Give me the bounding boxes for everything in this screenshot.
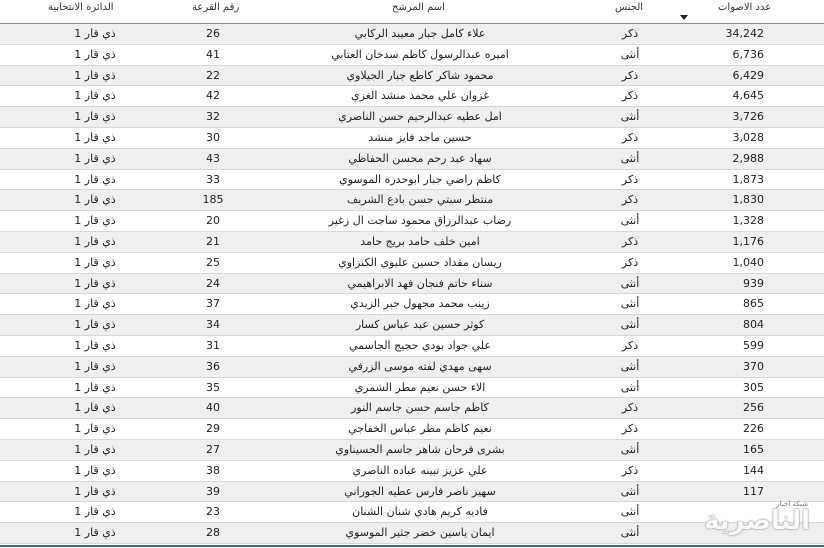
cell-gender: ذكر [621,422,639,436]
cell-candidate-name: ايمان ياسين خضر جثير الموسوي [345,526,495,540]
cell-candidate-name: ريسان مقداد حسين عليوي الكنزاوي [338,255,502,269]
table-row [0,440,824,461]
cell-electoral-district: ذي قار 1 [74,422,116,436]
cell-votes: 226 [743,422,764,436]
cell-ballot-number: 39 [206,484,220,498]
cell-electoral-district: ذي قار 1 [74,68,116,82]
cell-votes: 1,040 [732,255,764,269]
cell-candidate-name: غزوان علي محمد منشد الغزي [351,89,489,103]
table-row [0,149,824,170]
cell-electoral-district: ذي قار 1 [74,505,116,519]
cell-ballot-number: 37 [206,297,220,311]
table-row [0,45,824,66]
cell-gender: أنثى [620,297,640,311]
cell-gender: ذكر [621,401,639,415]
cell-electoral-district: ذي قار 1 [74,130,116,144]
header-candidate-name[interactable]: اسم المرشح [392,2,445,13]
cell-candidate-name: امل عطيه عبدالرحيم حسن الناصري [338,110,502,124]
cell-votes: 3,028 [732,130,764,144]
cell-candidate-name: علاء كامل جبار معيبد الركابي [354,27,486,40]
cell-candidate-name: منتظر سبتي حسن بادع الشريف [346,193,494,207]
header-gender[interactable]: الجنس [615,2,644,13]
table-row [0,461,824,482]
cell-ballot-number: 28 [206,526,220,540]
cell-votes: 165 [743,442,764,456]
table-body [0,24,824,544]
cell-electoral-district: ذي قار 1 [74,172,116,186]
cell-candidate-name: كاظم جاسم حسن جاسم النور [351,401,489,415]
cell-electoral-district: ذي قار 1 [74,338,116,352]
cell-electoral-district: ذي قار 1 [74,318,116,332]
cell-candidate-name: محمود شاكر كاطع جبار الجيلاوي [346,68,494,82]
table-row [0,66,824,87]
cell-gender: أنثى [620,526,640,540]
cell-votes: 256 [743,401,764,415]
cell-votes: 6,429 [732,68,764,82]
cell-candidate-name: سهى مهدي لفته موسى الزرفي [348,359,492,373]
cell-votes: 1,830 [732,193,764,207]
cell-electoral-district: ذي قار 1 [74,151,116,165]
table-row [0,86,824,107]
cell-electoral-district: ذي قار 1 [74,193,116,207]
cell-candidate-name: كاظم راضي جبار ابوحدره الموسوي [339,172,501,186]
cell-ballot-number: 41 [206,47,220,61]
cell-gender: ذكر [621,338,639,352]
cell-candidate-name: اميره عبدالرسول كاظم سدخان العتابي [331,47,509,61]
cell-ballot-number: 20 [206,214,220,228]
cell-electoral-district: ذي قار 1 [74,255,116,269]
cell-ballot-number: 25 [206,255,220,269]
table-row [0,211,824,232]
cell-votes: 1,328 [732,214,764,228]
cell-votes: 1,873 [732,172,764,186]
cell-ballot-number: 21 [206,234,220,248]
watermark-subtitle: شبكة اخبار [776,500,808,508]
cell-electoral-district: ذي قار 1 [74,27,116,40]
cell-candidate-name: بشرى فرحان شاهر جاسم الحسيناوي [335,442,505,456]
cell-gender: أنثى [620,505,640,519]
cell-electoral-district: ذي قار 1 [74,359,116,373]
cell-electoral-district: ذي قار 1 [74,214,116,228]
cell-ballot-number: 30 [206,130,220,144]
cell-ballot-number: 23 [206,505,220,519]
table-row [0,294,824,315]
cell-electoral-district: ذي قار 1 [74,401,116,415]
table-row [0,170,824,191]
watermark-logo [688,500,816,540]
table-row [0,24,824,45]
cell-candidate-name: علي عزيز تبينه عباده الناصري [352,463,488,477]
cell-gender: ذكر [621,172,639,186]
cell-votes: 144 [743,463,764,477]
watermark-title: الناصرية [704,506,810,536]
cell-ballot-number: 185 [202,193,224,207]
cell-ballot-number: 27 [206,442,220,456]
cell-ballot-number: 40 [206,401,220,415]
table-row [0,232,824,253]
cell-ballot-number: 36 [206,359,220,373]
cell-votes: 599 [743,338,764,352]
cell-candidate-name: علي جواد بودي حجيج الجاسمي [349,338,491,352]
cell-candidate-name: الاء حسن نعيم مطر الشمري [354,380,486,394]
sort-descending-icon[interactable] [680,15,688,20]
cell-ballot-number: 33 [206,172,220,186]
cell-electoral-district: ذي قار 1 [74,234,116,248]
cell-electoral-district: ذي قار 1 [74,276,116,290]
cell-gender: ذكر [621,130,639,144]
cell-ballot-number: 26 [206,27,220,40]
table-row [0,190,824,211]
cell-electoral-district: ذي قار 1 [74,526,116,540]
table-row [0,315,824,336]
cell-ballot-number: 31 [206,338,220,352]
cell-electoral-district: ذي قار 1 [74,89,116,103]
cell-gender: أنثى [620,318,640,332]
cell-electoral-district: ذي قار 1 [74,380,116,394]
cell-electoral-district: ذي قار 1 [74,110,116,124]
table-row [0,419,824,440]
cell-electoral-district: ذي قار 1 [74,463,116,477]
table-row [0,128,824,149]
cell-votes: 6,736 [732,47,764,61]
cell-gender: أنثى [620,47,640,61]
cell-ballot-number: 35 [206,380,220,394]
table-row [0,357,824,378]
cell-candidate-name: سهير ناصر فارس عطيه الجوراني [344,484,496,498]
cell-gender: ذكر [621,27,639,40]
cell-gender: ذكر [621,255,639,269]
cell-votes: 865 [743,297,764,311]
table-row [0,107,824,128]
cell-ballot-number: 34 [206,318,220,332]
header-votes[interactable]: عدد الاصوات [718,2,772,13]
cell-gender: أنثى [620,442,640,456]
table-row [0,253,824,274]
cell-gender: ذكر [621,234,639,248]
cell-candidate-name: زينب محمد مجهول جبر الزيدي [350,297,490,311]
cell-gender: ذكر [621,463,639,477]
cell-gender: أنثى [620,151,640,165]
cell-ballot-number: 32 [206,110,220,124]
cell-votes: 4,645 [732,89,764,103]
cell-votes: 117 [743,484,764,498]
cell-gender: أنثى [620,214,640,228]
cell-gender: أنثى [620,380,640,394]
cell-votes: 804 [743,318,764,332]
cell-ballot-number: 29 [206,422,220,436]
table-row [0,378,824,399]
cell-gender: ذكر [621,68,639,82]
table-row [0,336,824,357]
cell-electoral-district: ذي قار 1 [74,484,116,498]
cell-candidate-name: سهاد عبد رحم محسن الحفاظي [348,151,492,165]
cell-ballot-number: 24 [206,276,220,290]
cell-gender: أنثى [620,110,640,124]
cell-ballot-number: 42 [206,89,220,103]
cell-candidate-name: فاديه كريم هادي شنان الشنان [352,505,488,519]
table-bottom-border [0,545,824,547]
cell-gender: أنثى [620,484,640,498]
header-ballot-number[interactable]: رقم القرعة [192,2,240,13]
cell-gender: أنثى [620,276,640,290]
cell-votes: 2,988 [732,151,764,165]
header-electoral-district[interactable]: الدائرة الانتخابية [48,2,114,13]
cell-electoral-district: ذي قار 1 [74,297,116,311]
table-row [0,398,824,419]
cell-ballot-number: 22 [206,68,220,82]
cell-ballot-number: 43 [206,151,220,165]
table-header [0,0,824,24]
cell-candidate-name: كوثر حسين عبد عباس كسار [355,318,485,332]
cell-gender: أنثى [620,359,640,373]
cell-electoral-district: ذي قار 1 [74,47,116,61]
cell-candidate-name: رضاب عبدالرزاق محمود ساجت ال زغير [328,214,512,228]
cell-votes: 3,726 [732,110,764,124]
cell-electoral-district: ذي قار 1 [74,442,116,456]
cell-gender: ذكر [621,89,639,103]
cell-votes: 370 [743,359,764,373]
cell-votes: 305 [743,380,764,394]
table-row [0,274,824,295]
cell-candidate-name: سناء حاتم فنجان فهد الابراهيمي [347,276,493,290]
cell-candidate-name: حسين ماجد فايز منشد [368,130,472,144]
cell-candidate-name: امين خلف حامد بريج حامد [360,234,480,248]
cell-votes: 939 [743,276,764,290]
cell-candidate-name: نعيم كاظم مطر عباس الخفاجي [348,422,492,436]
cell-ballot-number: 38 [206,463,220,477]
cell-votes: 34,242 [725,27,764,40]
cell-gender: ذكر [621,193,639,207]
cell-votes: 1,176 [732,234,764,248]
